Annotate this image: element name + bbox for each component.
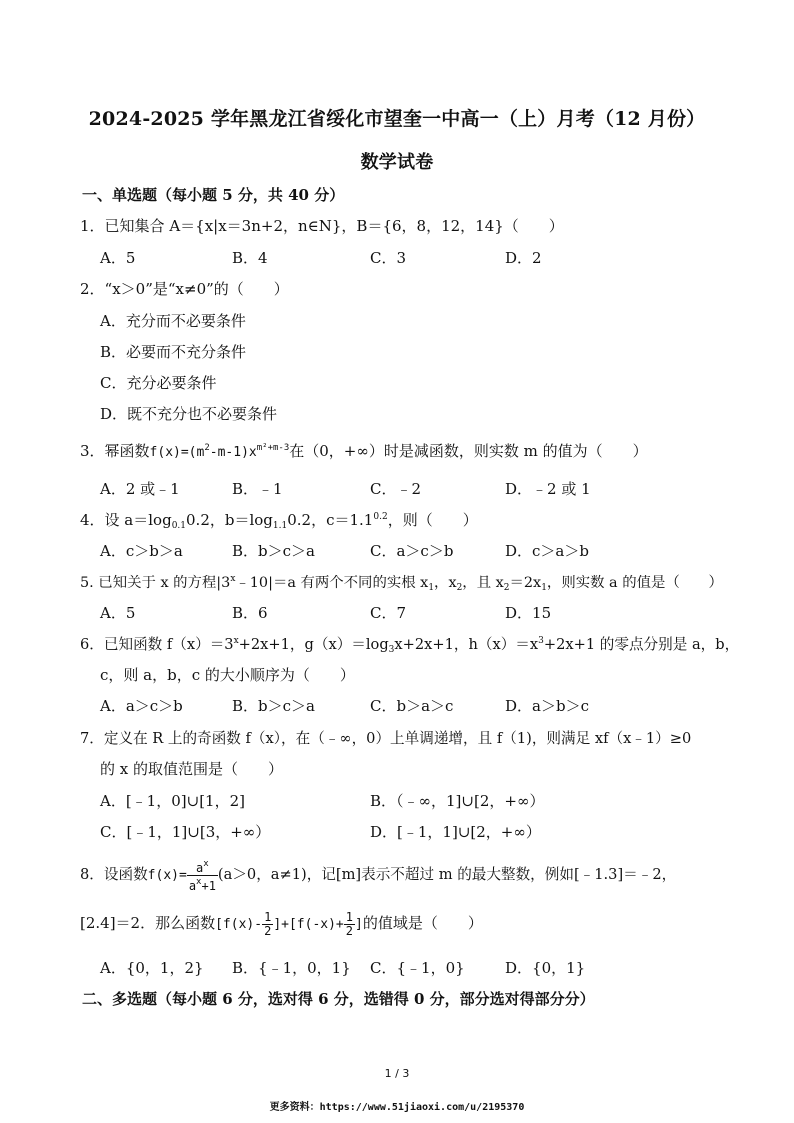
question-7-option-a: A．[﹣1，0]∪[1，2] — [100, 792, 245, 810]
question-5-option-b: B．6 — [232, 604, 268, 622]
question-7-option-b: B．（﹣∞，1]∪[2，+∞） — [370, 792, 545, 810]
question-1-option-d: D．2 — [505, 249, 542, 267]
question-2-option-d: D．既不充分也不必要条件 — [100, 405, 278, 423]
question-8-line-2: [2.4]＝2．那么函数[f(x)- $\frac{1}{2}$ ]+[f(-x)+ $\frac{1}{2}$ ]的值域是（ ） — [80, 910, 483, 938]
page-title: 2024-2025 学年黑龙江省绥化市望奎一中高一（上）月考（12 月份） — [88, 108, 706, 130]
question-3-option-b: B．﹣1 — [232, 480, 283, 498]
question-2-option-a: A．充分而不必要条件 — [100, 312, 246, 330]
question-4-option-c: C．a＞c＞b — [370, 542, 454, 560]
question-2-option-c: C．充分必要条件 — [100, 374, 217, 392]
power-function-formula: $f(x)=(m^2-m-1)x^{m^2+m-3}$ — [149, 443, 290, 460]
question-8: 8．设函数f(x)= $\frac{a^x}{a^x+1}$ (a＞0，a≠1)，记[m]表示不超过 m 的最大整数，例如[﹣1.3]＝﹣2， — [80, 859, 677, 893]
question-7-option-d: D．[﹣1，1]∪[2，+∞） — [370, 823, 541, 841]
question-3: 3．幂函数$f(x)=(m^2-m-1)x^{m^2+m-3}$在（0，+∞）时是减函数，则实数 m 的值为（ ） — [80, 442, 648, 460]
section-heading-multiple-choice: 二、多选题（每小题 6 分，选对得 6 分，选错得 0 分，部分选对得部分分） — [82, 990, 595, 1008]
floor-expression: [f(x)- $\frac{1}{2}$ ]+[f(-x)+ $\frac{1}{2}$ ] — [215, 910, 363, 938]
question-6-line-2: c，则 a，b，c 的大小顺序为（ ） — [100, 666, 355, 684]
question-1: 1．已知集合 A＝{x|x＝3n+2，n∈N}，B＝{6，8，12，14}（ ） — [80, 217, 564, 235]
section-heading-single-choice: 一、单选题（每小题 5 分，共 40 分） — [82, 186, 345, 204]
question-6-option-a: A．a＞c＞b — [100, 697, 183, 715]
question-3-option-d: D．﹣2 或 1 — [505, 480, 591, 498]
question-7-option-c: C．[﹣1，1]∪[3，+∞） — [100, 823, 271, 841]
question-2-option-b: B．必要而不充分条件 — [100, 343, 247, 361]
question-5-option-d: D．15 — [505, 604, 552, 622]
question-3-option-a: A．2 或﹣1 — [100, 480, 180, 498]
question-8-option-a: A．{0，1，2} — [100, 959, 204, 977]
question-4-option-a: A．c＞b＞a — [100, 542, 183, 560]
question-1-number: 1． — [80, 217, 105, 235]
question-1-option-b: B．4 — [232, 249, 268, 267]
question-6-option-d: D．a＞b＞c — [505, 697, 589, 715]
question-3-option-c: C．﹣2 — [370, 480, 422, 498]
question-5-option-a: A．5 — [100, 604, 136, 622]
question-6: 6．已知函数 $f(x)=3^x+2x+1$，$g(x)=\log_3x+2x+1$，$h(x)=x^3+2x+1$ 的零点分别是 a，b， — [80, 636, 740, 655]
question-8-option-c: C．{﹣1，0} — [370, 959, 465, 977]
question-4-option-b: B．b＞c＞a — [232, 542, 315, 560]
more-resources-link[interactable]: 更多资料：https://www.51jiaoxi.com/u/2195370 — [269, 1102, 525, 1113]
question-5-option-c: C．7 — [370, 604, 407, 622]
question-8-option-b: B．{﹣1，0，1} — [232, 959, 351, 977]
page-number: 1 / 3 — [384, 1067, 410, 1080]
question-8-option-d: D．{0，1} — [505, 959, 586, 977]
question-1-option-c: C．3 — [370, 249, 407, 267]
question-6-option-b: B．b＞c＞a — [232, 697, 315, 715]
question-7-line-2: 的 x 的取值范围是（ ） — [100, 760, 283, 778]
question-4-option-d: D．c＞a＞b — [505, 542, 589, 560]
question-6-option-c: C．b＞a＞c — [370, 697, 454, 715]
function-formula: f(x)= $\frac{a^x}{a^x+1}$ — [147, 859, 216, 893]
question-7: 7．定义在 R 上的奇函数 f（x），在（﹣∞，0）上单调递增，且 f（1)，则满足 xf（x﹣1）≥0 — [80, 730, 692, 747]
question-5: 5. 已知关于 x 的方程$|3^x﹣10|=a$ 有两个不同的实根 $x_1$，$x_2$，且 $x_2=2x_1$，则实数 a 的值是（ ） — [80, 574, 723, 593]
question-1-option-a: A．5 — [100, 249, 136, 267]
question-2: 2．“x＞0”是“x≠0”的（ ） — [80, 280, 289, 298]
question-4: 4．设 $a=\log_{0.1}0.2$，$b=\log_{1.1}0.2$，$c=1.1^{0.2}$，则（ ） — [80, 511, 478, 531]
page-subtitle: 数学试卷 — [360, 152, 434, 173]
